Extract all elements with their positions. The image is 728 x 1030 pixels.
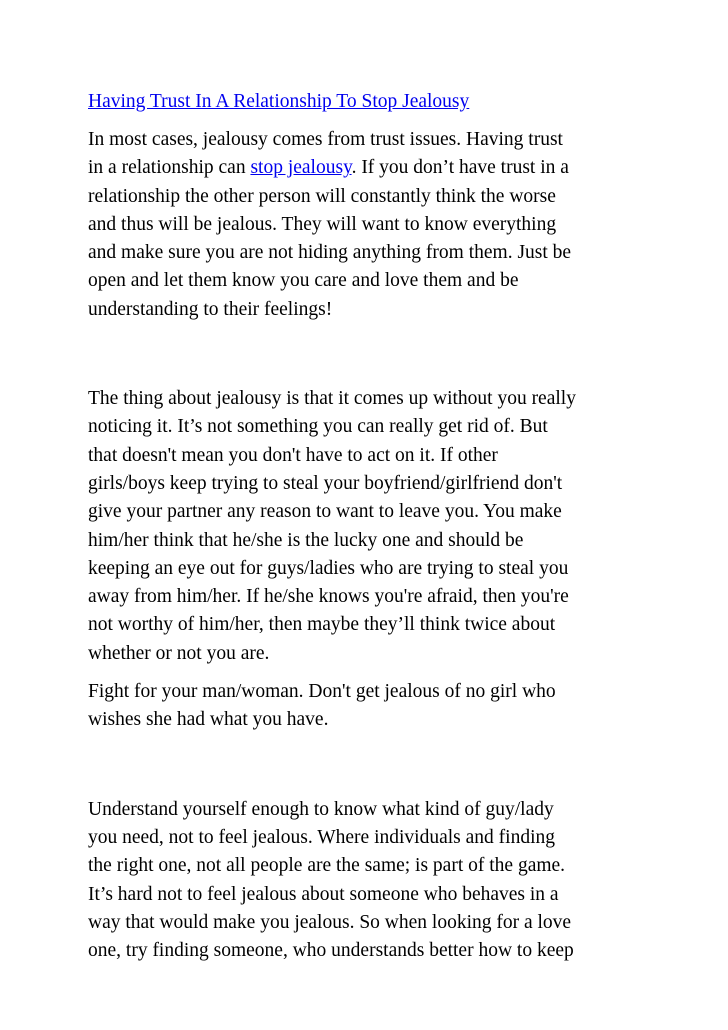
paragraph-line: him/her think that he/she is the lucky one and should be <box>88 529 524 551</box>
paragraph-line: It’s hard not to feel jealous about someone who behaves in a <box>88 883 559 905</box>
paragraph-line: Fight for your man/woman. Don't get jealous of no girl who <box>88 681 556 703</box>
paragraph-line: away from him/her. If he/she knows you're afraid, then you're <box>88 586 569 608</box>
document-body <box>88 88 648 965</box>
paragraph-line: Understand yourself enough to know what kind of guy/lady <box>88 798 554 820</box>
paragraph-1 <box>88 126 648 324</box>
paragraph-line: keeping an eye out for guys/ladies who are trying to steal you <box>88 557 569 579</box>
paragraph-line: that doesn't mean you don't have to act on it. If other <box>88 444 498 466</box>
paragraph-line: In most cases, jealousy comes from trust issues. Having trust <box>88 129 563 150</box>
paragraph-line: understanding to their feelings! <box>88 298 333 320</box>
paragraph-line: relationship the other person will constantly think the worse <box>88 185 556 207</box>
paragraph-line: and make sure you are not hiding anything from them. Just be <box>88 242 572 264</box>
paragraph-4 <box>88 796 648 966</box>
line-text: in a relationship can <box>88 157 251 179</box>
paragraph-2 <box>88 385 648 668</box>
paragraph-line: way that would make you jealous. So when looking for a love <box>88 911 572 933</box>
stop-jealousy-link[interactable]: stop jealousy <box>250 157 352 179</box>
paragraph-line: the right one, not all people are the same; is part of the game. <box>88 855 566 877</box>
paragraph-spacer <box>88 324 648 385</box>
paragraph-3 <box>88 678 648 735</box>
paragraph-line <box>88 154 648 182</box>
paragraph-line: noticing it. It’s not something you can really get rid of. But <box>88 416 548 438</box>
paragraph-line: give your partner any reason to want to leave you. You make <box>88 501 562 523</box>
paragraph-spacer <box>88 668 648 678</box>
paragraph-line: girls/boys keep trying to steal your boyfriend/girlfriend don't <box>88 472 563 494</box>
paragraph-line: wishes she had what you have. <box>88 709 329 731</box>
line-text: . If you don’t have trust in a <box>351 157 569 179</box>
paragraph-line: not worthy of him/her, then maybe they’ll think twice about <box>88 614 556 636</box>
title-link[interactable]: Having Trust In A Relationship To Stop Jealousy <box>88 91 470 112</box>
paragraph-line: you need, not to feel jealous. Where individuals and finding <box>88 826 555 848</box>
paragraph-line: whether or not you are. <box>88 642 270 664</box>
paragraph-line: open and let them know you care and love them and be <box>88 270 519 292</box>
paragraph-spacer <box>88 735 648 796</box>
paragraph-line: The thing about jealousy is that it comes up without you really <box>88 388 576 410</box>
paragraph-line: one, try finding someone, who understands better how to keep <box>88 940 574 962</box>
paragraph-line: and thus will be jealous. They will want to know everything <box>88 213 557 235</box>
